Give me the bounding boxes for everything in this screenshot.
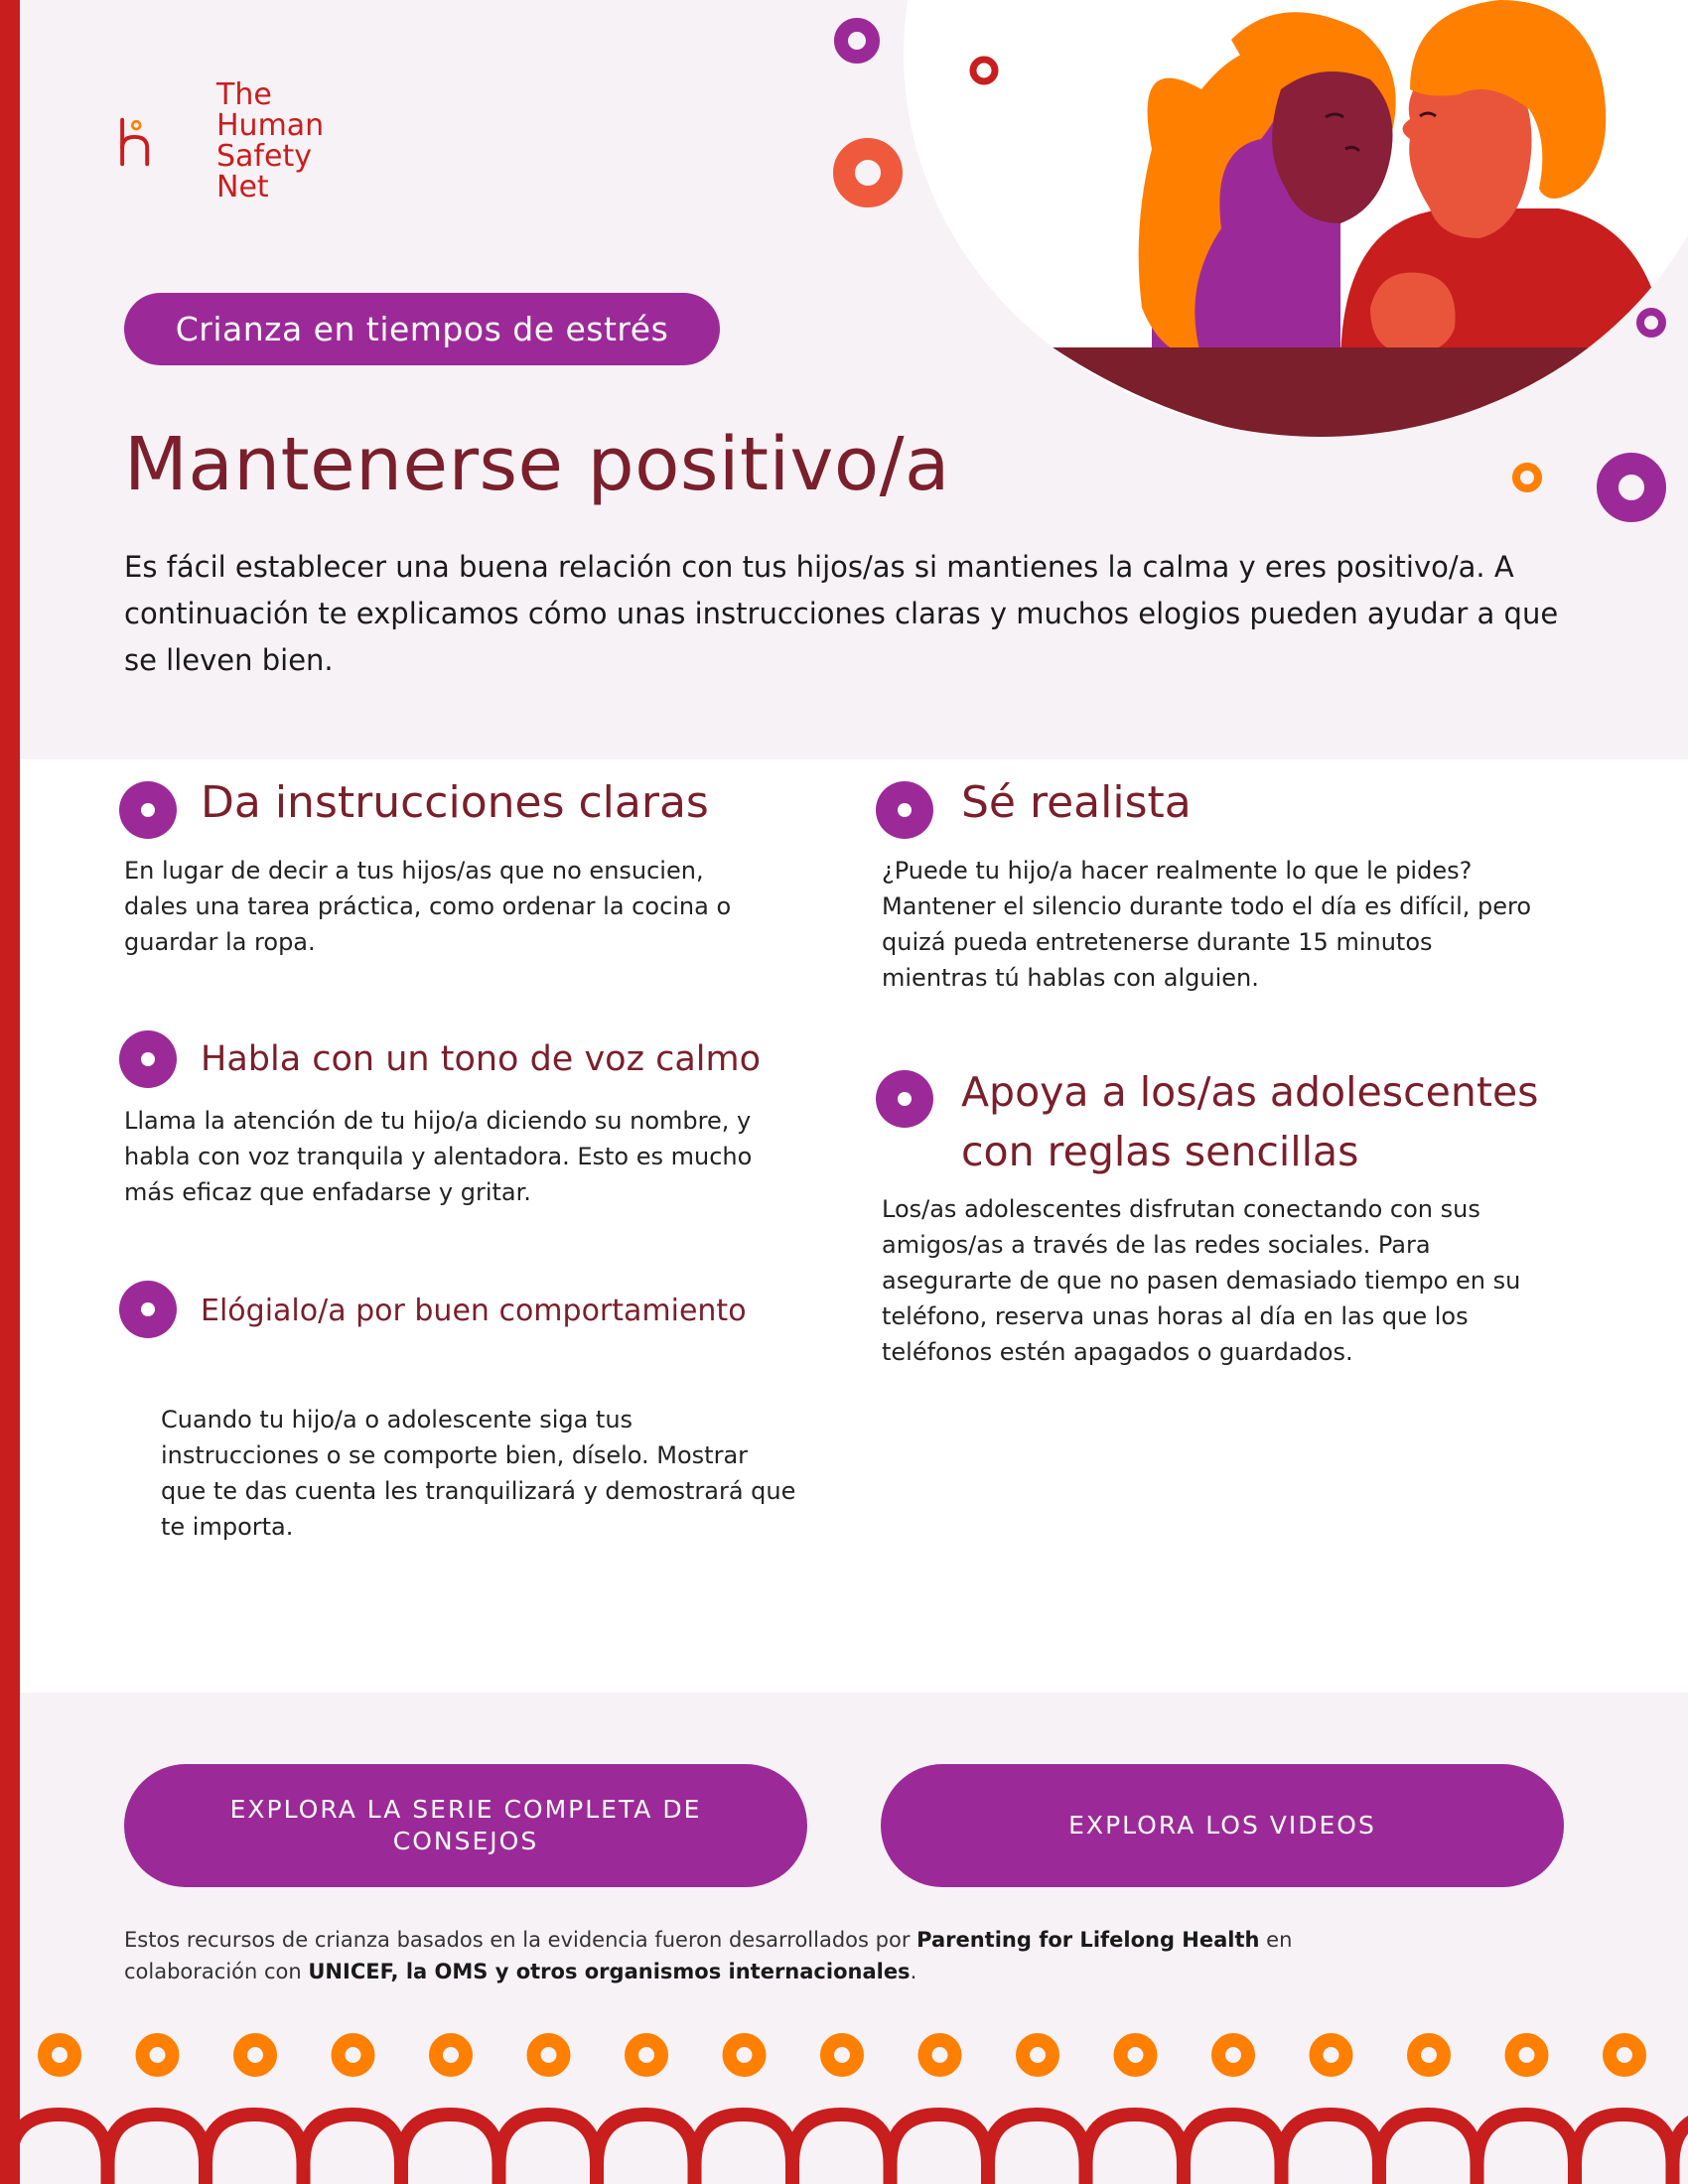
- decorative-ring: [1610, 2040, 1639, 2070]
- logo-line: The: [216, 77, 272, 112]
- footnote-text: en colaboración con: [124, 1928, 1293, 1983]
- footnote-text: .: [910, 1960, 917, 1983]
- tip-body: En lugar de decir a tus hijos/as que no ensucien, dales una tarea práctica, como ordenar la cocina o guardar la ropa.: [124, 857, 732, 956]
- decorative-ring: [1414, 2040, 1444, 2070]
- footnote-text: Estos recursos de crianza basados en la evidencia fueron desarrollados por: [124, 1928, 917, 1952]
- human-safety-net-logo-icon: [119, 77, 209, 206]
- bullet-icon: [876, 1070, 933, 1128]
- decorative-arch: [401, 2115, 499, 2184]
- left-accent-bar: [0, 0, 20, 2184]
- bullet-icon: [876, 781, 933, 839]
- tip-body: Llama la atención de tu hijo/a diciendo su nombre, y habla con voz tranquila y alentadora. Esto es mucho más eficaz que enfadarse y gritar.: [124, 1107, 753, 1206]
- decorative-ring: [925, 2040, 955, 2070]
- tip-body: Los/as adolescentes disfrutan conectando con sus amigos/as a través de las redes sociales. Para asegurarte de que no pasen demasiado tiempo en su teléfono, reserva unas horas al día en las que los teléfonos estén apagados o guardados.: [882, 1195, 1521, 1366]
- explore-videos-button[interactable]: EXPLORA LOS VIDEOS: [881, 1764, 1564, 1887]
- decorative-arch: [108, 2115, 207, 2184]
- tip-title: Da instrucciones claras: [201, 777, 709, 828]
- decorative-ring: [1596, 452, 1667, 523]
- decorative-arch: [1086, 2115, 1185, 2184]
- page-title: Mantenerse positivo/a: [124, 422, 950, 507]
- hero-background-circle: [904, 0, 1688, 437]
- decorative-ring: [831, 136, 905, 209]
- decorative-ring: [966, 53, 1002, 88]
- bullet-icon: [119, 1281, 177, 1338]
- logo-line: Net: [216, 170, 269, 205]
- decorative-arch: [988, 2115, 1086, 2184]
- decorative-ring: [436, 2040, 466, 2070]
- bottom-decorative-pattern: [20, 2025, 1688, 2184]
- tip-title: Apoya a los/as adolescentes con reglas sencillas: [961, 1068, 1539, 1175]
- series-tag: Crianza en tiempos de estrés: [124, 293, 720, 365]
- decorative-ring: [1509, 460, 1545, 495]
- decorative-ring: [240, 2040, 270, 2070]
- decorative-arch: [1477, 2115, 1576, 2184]
- decorative-arch: [1575, 2115, 1673, 2184]
- tip-title: Elógialo/a por buen comportamiento: [201, 1294, 747, 1328]
- decorative-ring: [143, 2040, 173, 2070]
- decorative-arch: [1673, 2115, 1688, 2184]
- decorative-arch: [792, 2115, 891, 2184]
- decorative-arch: [1184, 2115, 1282, 2184]
- tip-title: Habla con un tono de voz calmo: [201, 1039, 762, 1079]
- bullet-icon: [119, 1030, 177, 1088]
- decorative-arch: [597, 2115, 695, 2184]
- decorative-ring: [827, 2040, 857, 2070]
- decorative-ring: [1512, 2040, 1542, 2070]
- logo-text: [216, 79, 324, 203]
- decorative-ring: [1218, 2040, 1248, 2070]
- tip-body: Cuando tu hijo/a o adolescente siga tus instrucciones o se comporte bien, díselo. Mostrar que te das cuenta les tranquilizará y demostrará que te importa.: [161, 1406, 796, 1541]
- decorative-ring: [1317, 2040, 1346, 2070]
- decorative-ring: [730, 2040, 760, 2070]
- decorative-arch: [891, 2115, 989, 2184]
- decorative-arch: [695, 2115, 793, 2184]
- decorative-arch: [1282, 2115, 1380, 2184]
- decorative-ring: [632, 2040, 661, 2070]
- decorative-ring: [339, 2040, 368, 2070]
- decorative-ring: [45, 2040, 74, 2070]
- explore-series-button[interactable]: EXPLORA LA SERIE COMPLETA DE CONSEJOS: [124, 1764, 807, 1887]
- decorative-arch: [304, 2115, 402, 2184]
- decorative-ring: [1023, 2040, 1053, 2070]
- bullet-icon: [119, 781, 177, 839]
- decorative-ring: [1633, 305, 1669, 341]
- hero-illustration: [904, 0, 1688, 437]
- footnote-bold: UNICEF, la OMS y otros organismos internacionales: [308, 1960, 911, 1983]
- decorative-arch: [20, 2115, 108, 2184]
- intro-text: Es fácil establecer una buena relación con tus hijos/as si mantienes la calma y eres positivo/a. A continuación te explicamos cómo unas instrucciones claras y muchos elogios pueden ayudar a que se lleven bien.: [124, 550, 1559, 677]
- footnote: [124, 1924, 1316, 1987]
- decorative-arch: [1379, 2115, 1477, 2184]
- decorative-arch: [206, 2115, 304, 2184]
- decorative-ring: [534, 2040, 564, 2070]
- decorative-arch: [499, 2115, 598, 2184]
- tip-body: ¿Puede tu hijo/a hacer realmente lo que le pides? Mantener el silencio durante todo el día es difícil, pero quizá pueda entretenerse durante 15 minutos mientras tú hablas con alguien.: [882, 857, 1532, 992]
- footnote-bold: Parenting for Lifelong Health: [916, 1928, 1260, 1952]
- logo-line: Safety: [216, 139, 312, 174]
- decorative-ring: [1121, 2040, 1151, 2070]
- logo-line: Human: [216, 108, 325, 143]
- tip-title: Sé realista: [961, 777, 1192, 828]
- decorative-ring: [832, 16, 882, 66]
